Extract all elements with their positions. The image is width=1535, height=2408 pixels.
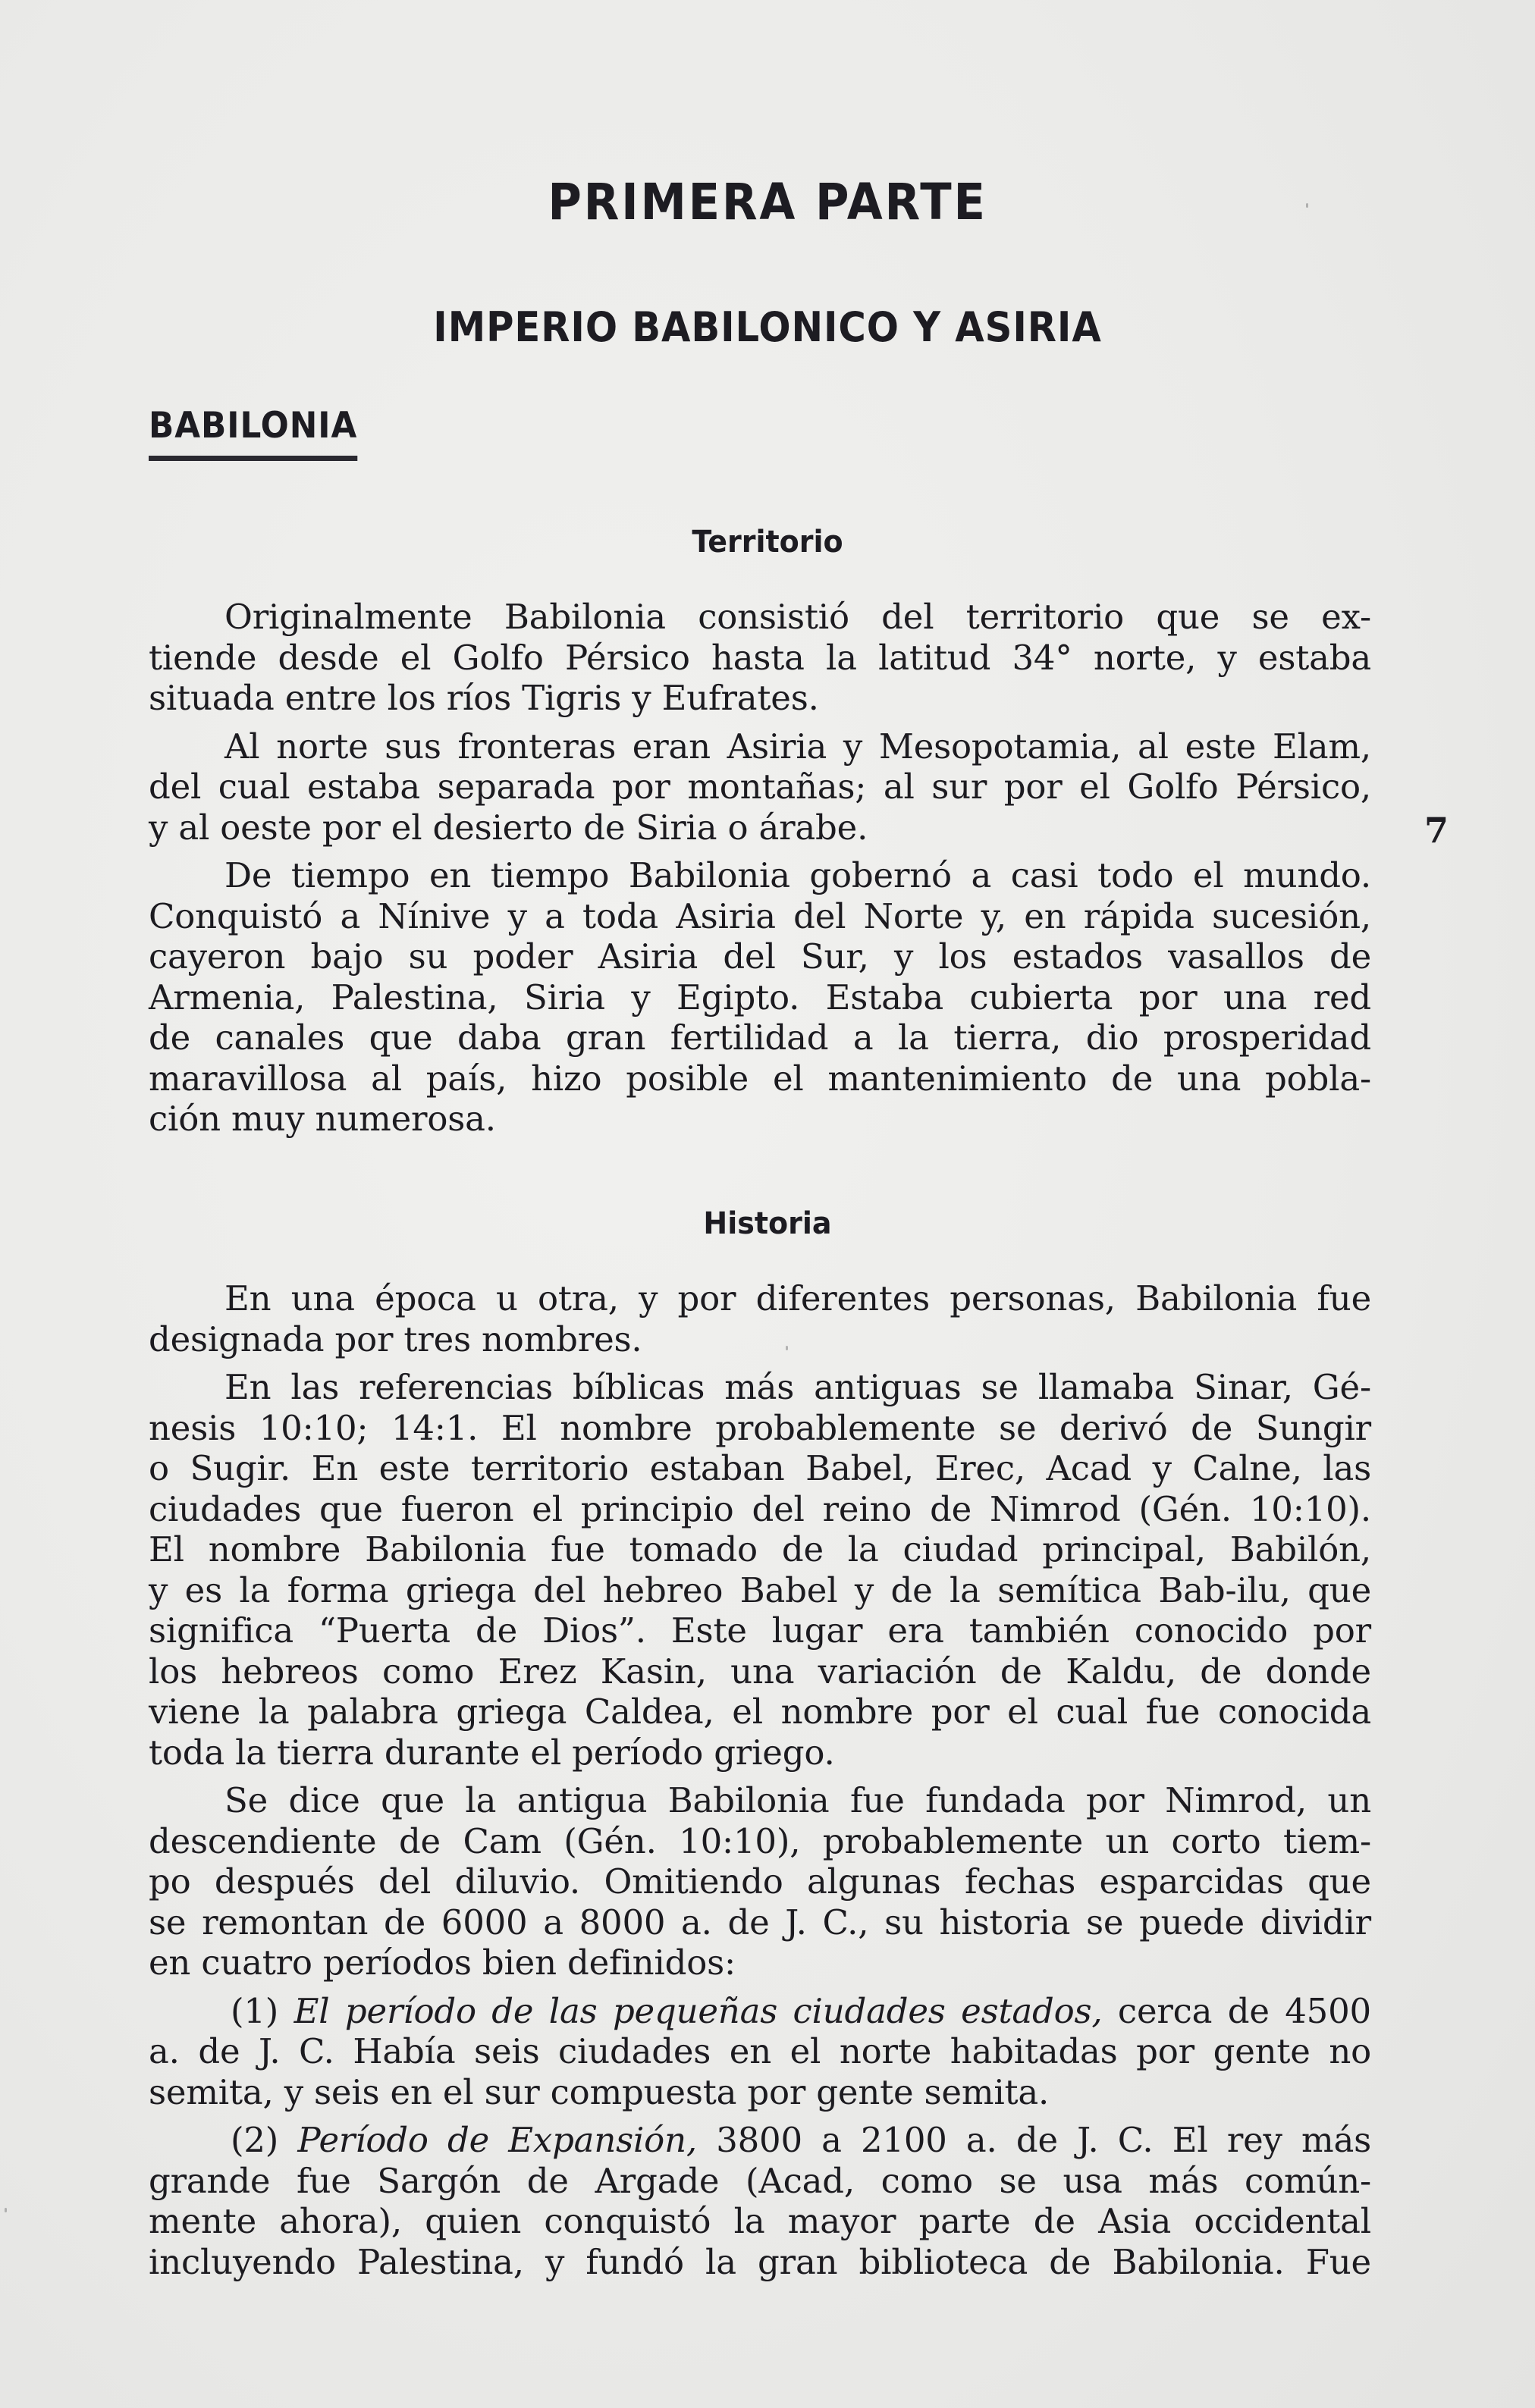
italic-term: El período de las pequeñas ciudades estados, <box>294 1990 1103 2031</box>
text-line: cayeron bajo su poder Asiria del Sur, y los estados vasallos de <box>149 936 1371 977</box>
historia-body <box>149 1278 1371 2290</box>
text-line: incluyendo Palestina, y fundó la gran biblioteca de Babilonia. Fue <box>149 2241 1371 2282</box>
text-line: grande fue Sargón de Argade (Acad, como se usa más común- <box>149 2160 1371 2201</box>
text-line <box>149 1991 1371 2032</box>
subheading-territorio: Territorio <box>692 525 843 560</box>
line-rest: cerca de 4500 <box>1102 1990 1371 2031</box>
text-line: Conquistó a Nínive y a toda Asiria del Norte y, en rápida sucesión, <box>149 895 1371 936</box>
text-line: En una época u otra, y por diferentes personas, Babilonia fue <box>224 1278 1371 1318</box>
text-line: Al norte sus fronteras eran Asiria y Mesopotamia, al este Elam, <box>224 726 1371 767</box>
text-line: Se dice que la antigua Babilonia fue fundada por Nimrod, un <box>224 1780 1371 1820</box>
paper-speck <box>786 1346 788 1350</box>
item-number: (1) <box>231 1990 279 2031</box>
italic-term: Período de Expansión, <box>297 2120 697 2160</box>
text-line: en cuatro períodos bien definidos: <box>149 1942 736 1983</box>
text-line: Armenia, Palestina, Siria y Egipto. Estaba cubierta por una red <box>149 977 1371 1017</box>
text-line: y al oeste por el desierto de Siria o árabe. <box>149 807 868 848</box>
paragraph <box>149 1780 1371 1983</box>
text-line: nesis 10:10; 14:1. El nombre probablemente se derivó de Sungir <box>149 1407 1371 1448</box>
subheading-historia: Historia <box>703 1206 832 1241</box>
text-line: En las referencias bíblicas más antiguas se llamaba Sinar, Gé- <box>224 1367 1371 1407</box>
section-title: IMPERIO BABILONICO Y ASIRIA <box>433 303 1102 351</box>
text-line: del cual estaba separada por montañas; al sur por el Golfo Pérsico, <box>149 767 1371 807</box>
part-title: PRIMERA PARTE <box>548 173 987 231</box>
text-line <box>149 2120 1371 2161</box>
paragraph <box>149 1278 1371 1359</box>
paragraph <box>149 855 1371 1140</box>
text-line: maravillosa al país, hizo posible el mantenimiento de una pobla- <box>149 1058 1371 1099</box>
text-line: a. de J. C. Había seis ciudades en el norte habitadas por gente no <box>149 2031 1371 2071</box>
text-line: toda la tierra durante el período griego. <box>149 1732 835 1773</box>
paper-speck <box>1306 203 1308 208</box>
text-line: De tiempo en tiempo Babilonia gobernó a casi todo el mundo. <box>224 855 1371 895</box>
text-line: y es la forma griega del hebreo Babel y de la semítica Bab-ilu, que <box>149 1569 1371 1610</box>
enumerated-paragraph-1 <box>149 1991 1371 2113</box>
text-line: viene la palabra griega Caldea, el nombre por el cual fue conocida <box>149 1692 1371 1732</box>
line-rest: 3800 a 2100 a. de J. C. El rey más <box>696 2120 1371 2160</box>
chapter-heading: BABILONIA <box>149 405 357 461</box>
text-line: designada por tres nombres. <box>149 1318 642 1359</box>
page-number: 7 <box>1424 810 1449 851</box>
paragraph <box>149 726 1371 848</box>
text-line: ción muy numerosa. <box>149 1099 496 1139</box>
text-line: mente ahora), quien conquistó la mayor parte de Asia occidental <box>149 2201 1371 2241</box>
text-line: se remontan de 6000 a 8000 a. de J. C., su historia se puede dividir <box>149 1902 1371 1942</box>
text-line: o Sugir. En este territorio estaban Babel, Erec, Acad y Calne, las <box>149 1448 1371 1488</box>
territorio-body <box>149 597 1371 1147</box>
text-line: Originalmente Babilonia consistió del territorio que se ex- <box>224 597 1371 637</box>
paragraph <box>149 1367 1371 1773</box>
text-line: de canales que daba gran fertilidad a la tierra, dio prosperidad <box>149 1017 1371 1058</box>
text-line: El nombre Babilonia fue tomado de la ciudad principal, Babilón, <box>149 1529 1371 1569</box>
text-line: descendiente de Cam (Gén. 10:10), probablemente un corto tiem- <box>149 1820 1371 1861</box>
item-number: (2) <box>231 2120 279 2160</box>
text-line: po después del diluvio. Omitiendo algunas fechas esparcidas que <box>149 1861 1371 1902</box>
text-line: ciudades que fueron el principio del reino de Nimrod (Gén. 10:10). <box>149 1488 1371 1529</box>
text-line: significa “Puerta de Dios”. Este lugar era también conocido por <box>149 1610 1371 1651</box>
paragraph <box>149 597 1371 719</box>
text-line: tiende desde el Golfo Pérsico hasta la latitud 34° norte, y estaba <box>149 637 1371 678</box>
text-line: semita, y seis en el sur compuesta por gente semita. <box>149 2071 1050 2112</box>
text-line: situada entre los ríos Tigris y Eufrates. <box>149 678 819 718</box>
text-line: los hebreos como Erez Kasin, una variación de Kaldu, de donde <box>149 1651 1371 1692</box>
paper-speck <box>5 2208 7 2212</box>
enumerated-paragraph-2 <box>149 2120 1371 2282</box>
